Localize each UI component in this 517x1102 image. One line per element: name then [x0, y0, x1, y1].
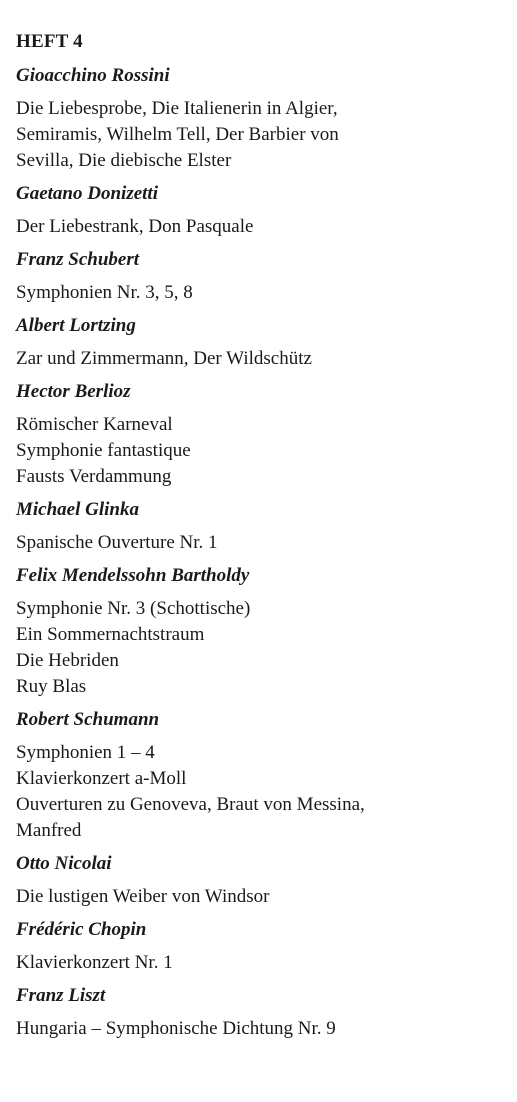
composer-section [16, 314, 506, 372]
work-line: Der Liebestrank, Don Pasquale [16, 216, 254, 237]
composer-section [16, 852, 506, 910]
document-page [16, 30, 506, 1050]
work-line: Die lustigen Weiber von Windsor [16, 886, 270, 907]
works-list [16, 884, 506, 910]
composer-name: Franz Schubert [16, 249, 140, 270]
composer-section [16, 248, 506, 306]
work-line: Die Hebriden [16, 650, 119, 671]
works-list [16, 596, 506, 700]
work-line: Sevilla, Die diebische Elster [16, 150, 232, 171]
composer-name: Hector Berlioz [16, 381, 131, 402]
composer-section [16, 498, 506, 556]
work-line: Fausts Verdammung [16, 466, 172, 487]
works-list [16, 1016, 506, 1042]
composer-list [16, 64, 506, 1042]
composer-name: Robert Schumann [16, 709, 160, 730]
heft-title: HEFT 4 [16, 31, 83, 52]
composer-section [16, 708, 506, 844]
composer-name: Franz Liszt [16, 985, 106, 1006]
composer-section [16, 564, 506, 700]
composer-name: Otto Nicolai [16, 853, 112, 874]
works-list [16, 346, 506, 372]
composer-name: Frédéric Chopin [16, 919, 147, 940]
work-line: Römischer Karneval [16, 414, 173, 435]
composer-name: Gaetano Donizetti [16, 183, 158, 204]
work-line: Ein Sommernachtstraum [16, 624, 205, 645]
work-line: Symphonie fantastique [16, 440, 191, 461]
composer-name: Felix Mendelssohn Bartholdy [16, 565, 250, 586]
work-line: Symphonien Nr. 3, 5, 8 [16, 282, 193, 303]
work-line: Klavierkonzert Nr. 1 [16, 952, 173, 973]
composer-name: Michael Glinka [16, 499, 139, 520]
work-line: Symphonien 1 – 4 [16, 742, 155, 763]
composer-section [16, 182, 506, 240]
composer-section [16, 984, 506, 1042]
works-list [16, 96, 506, 174]
work-line: Hungaria – Symphonische Dichtung Nr. 9 [16, 1018, 336, 1039]
composer-section [16, 64, 506, 174]
composer-name: Albert Lortzing [16, 315, 136, 336]
works-list [16, 740, 506, 844]
work-line: Die Liebesprobe, Die Italienerin in Algier, [16, 98, 338, 119]
works-list [16, 530, 506, 556]
work-line: Ruy Blas [16, 676, 87, 697]
works-list [16, 214, 506, 240]
works-list [16, 412, 506, 490]
composer-name: Gioacchino Rossini [16, 65, 170, 86]
work-line: Ouverturen zu Genoveva, Braut von Messina, [16, 794, 365, 815]
works-list [16, 950, 506, 976]
works-list [16, 280, 506, 306]
work-line: Semiramis, Wilhelm Tell, Der Barbier von [16, 124, 339, 145]
composer-section [16, 380, 506, 490]
work-line: Spanische Ouverture Nr. 1 [16, 532, 218, 553]
work-line: Symphonie Nr. 3 (Schottische) [16, 598, 251, 619]
composer-section [16, 918, 506, 976]
work-line: Zar und Zimmermann, Der Wildschütz [16, 348, 312, 369]
work-line: Klavierkonzert a-Moll [16, 768, 187, 789]
work-line: Manfred [16, 820, 82, 841]
